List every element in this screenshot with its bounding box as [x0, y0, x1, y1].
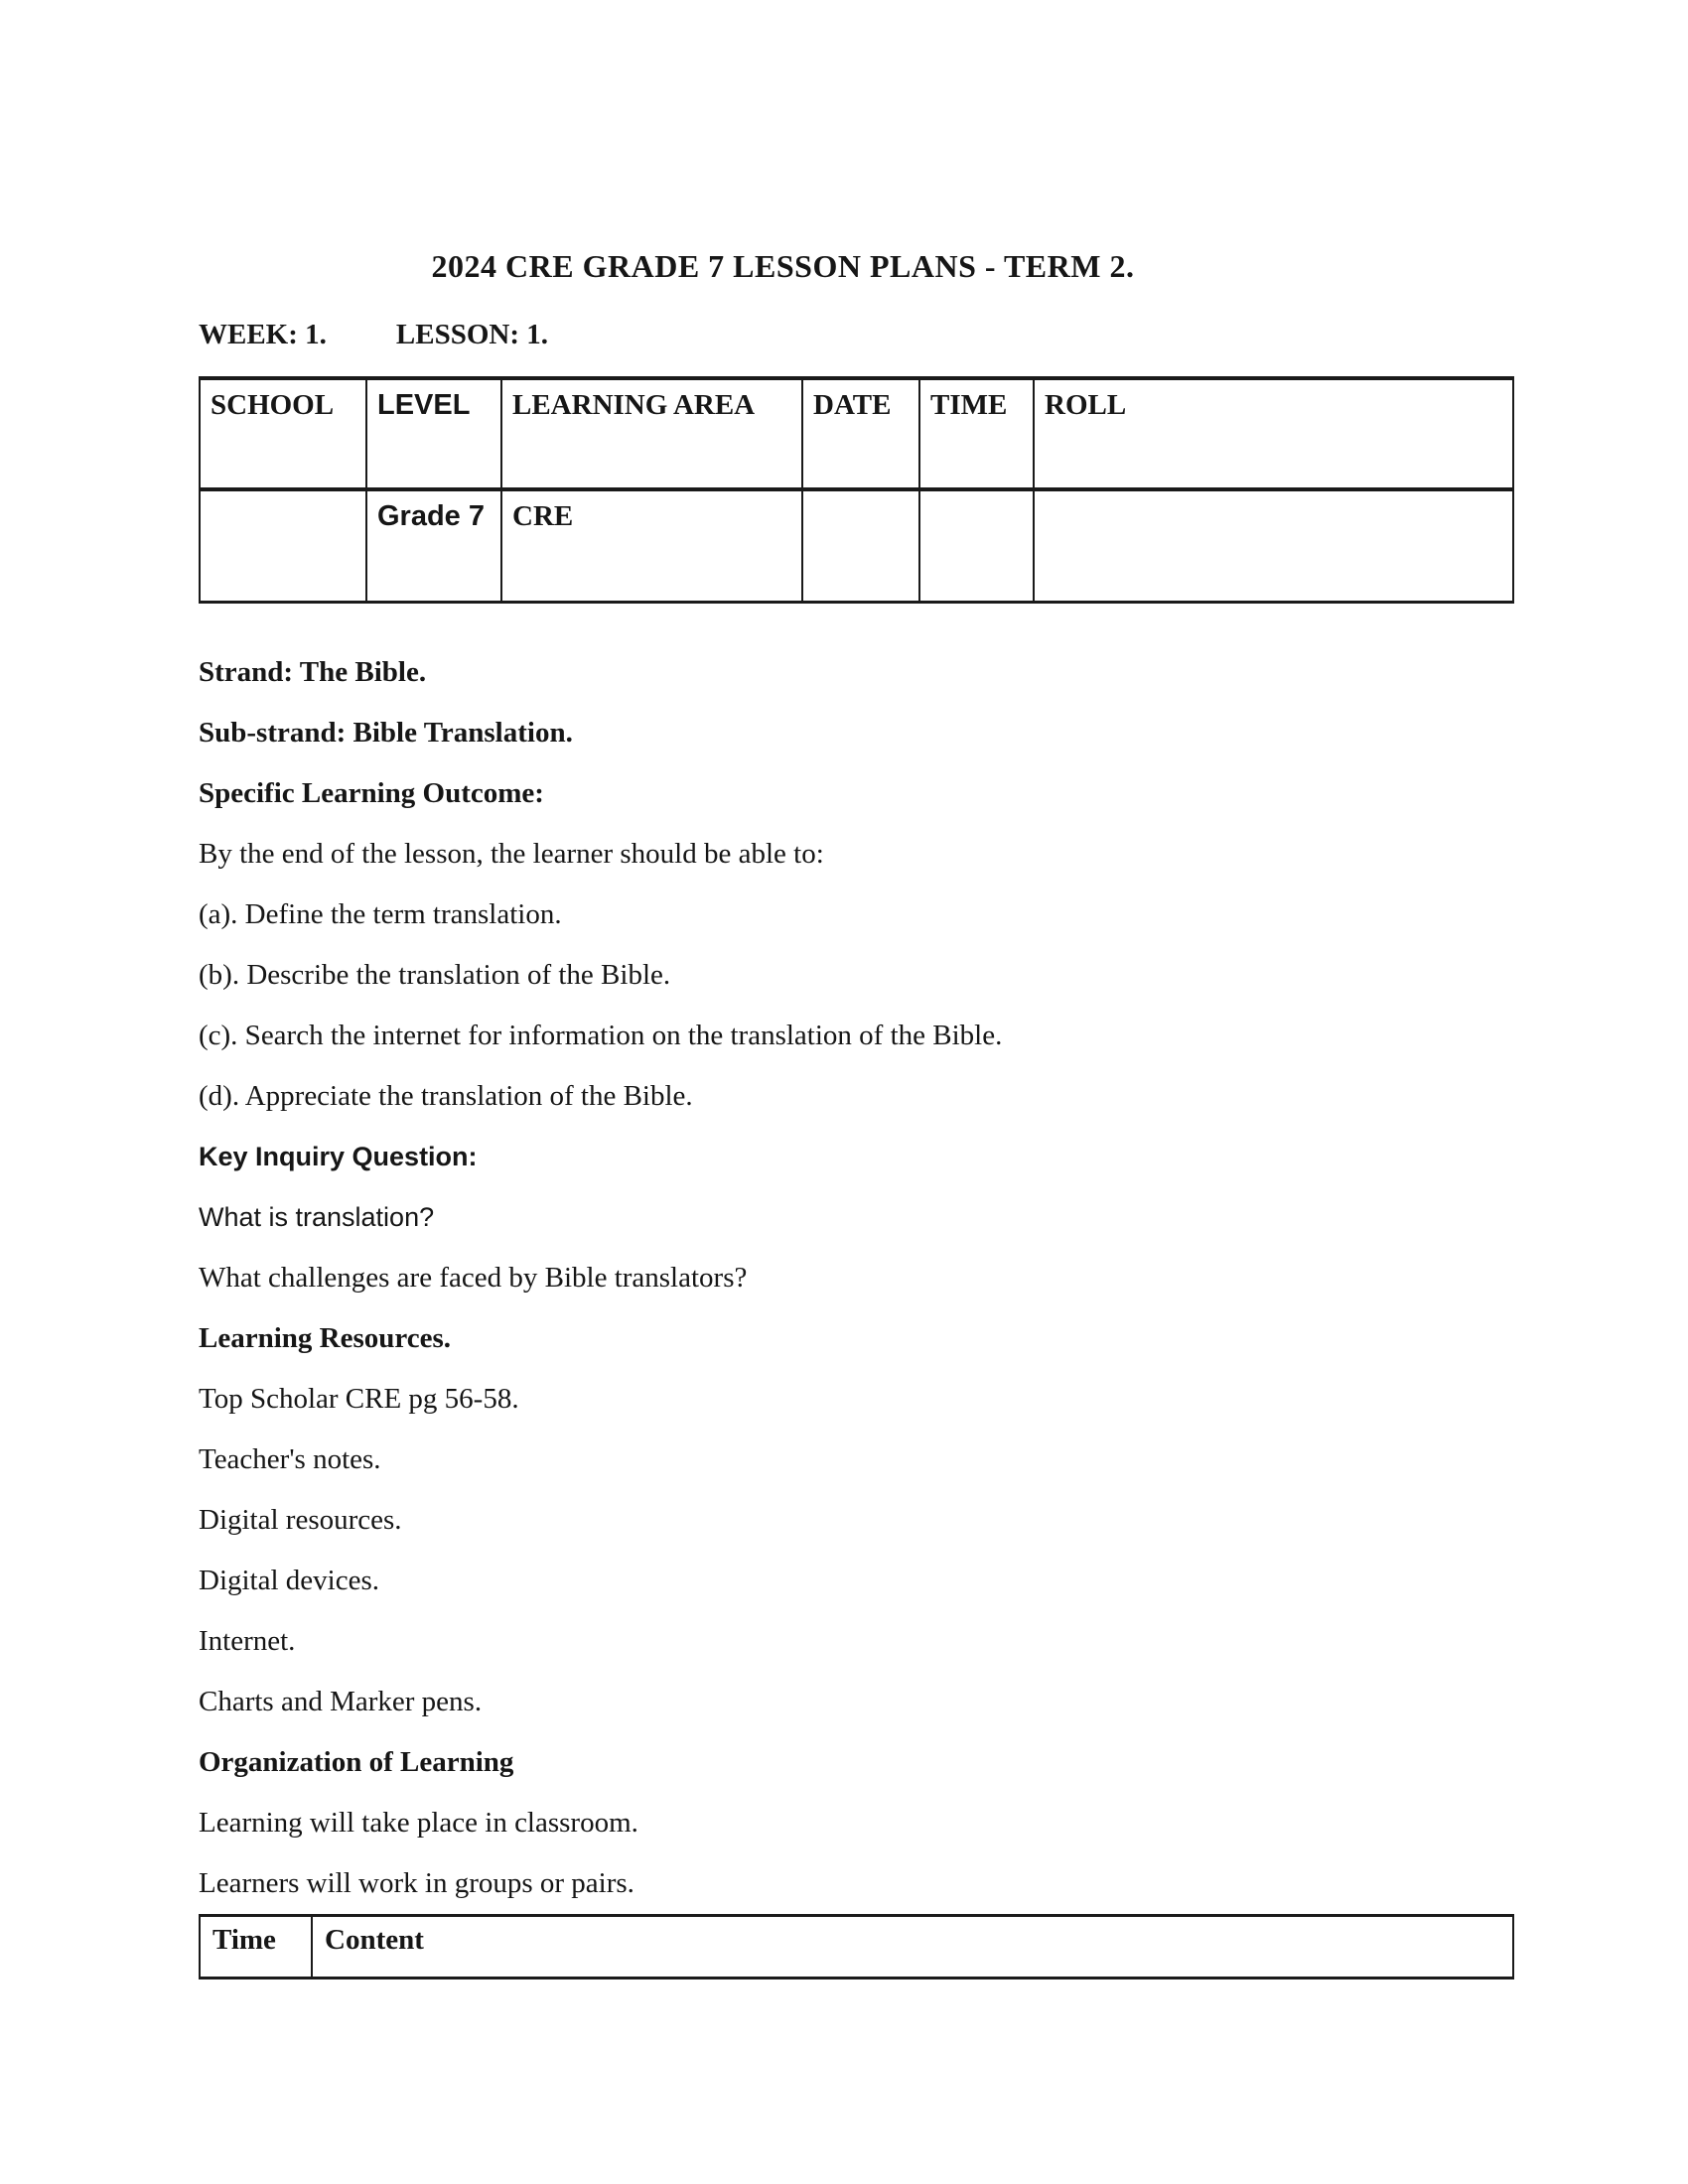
info-table-value-row	[200, 489, 1513, 603]
strand-heading: Strand: The Bible.	[199, 656, 427, 688]
organization-item: Learning will take place in classroom.	[199, 1807, 638, 1839]
schedule-table	[199, 1914, 1514, 1979]
resource-item: Top Scholar CRE pg 56-58.	[199, 1383, 519, 1415]
resource-item: Digital devices.	[199, 1565, 380, 1596]
resource-item: Internet.	[199, 1625, 296, 1657]
learning-outcome-intro: By the end of the lesson, the learner should be able to:	[199, 838, 824, 870]
info-cell-roll	[1034, 489, 1513, 603]
resource-item: Charts and Marker pens.	[199, 1686, 483, 1717]
info-cell-date	[802, 489, 919, 603]
page-title: 2024 CRE GRADE 7 LESSON PLANS - TERM 2.	[431, 248, 1135, 284]
outcome-item: (c). Search the internet for information on the translation of the Bible.	[199, 1020, 1003, 1051]
learning-outcome-heading: Specific Learning Outcome:	[199, 777, 544, 809]
resource-item: Teacher's notes.	[199, 1443, 381, 1475]
outcome-item: (b). Describe the translation of the Bible.	[199, 959, 671, 991]
lesson-info-table	[199, 376, 1514, 604]
info-header-date: DATE	[802, 378, 919, 489]
outcome-item: (a). Define the term translation.	[199, 898, 562, 930]
info-header-level: LEVEL	[366, 378, 501, 489]
schedule-header-time: Time	[200, 1916, 312, 1979]
info-cell-time	[919, 489, 1034, 603]
resource-item: Digital resources.	[199, 1504, 402, 1536]
inquiry-question: What is translation?	[199, 1202, 435, 1232]
info-header-learning-area: LEARNING AREA	[501, 378, 802, 489]
info-header-time: TIME	[919, 378, 1034, 489]
info-header-roll: ROLL	[1034, 378, 1513, 489]
learning-resources-heading: Learning Resources.	[199, 1322, 452, 1354]
schedule-table-header-row	[200, 1916, 1513, 1979]
week-lesson-line	[199, 317, 1512, 352]
lesson-label: LESSON: 1.	[395, 319, 549, 350]
schedule-header-content: Content	[312, 1916, 1513, 1979]
page-content	[199, 248, 1512, 1979]
info-cell-level: Grade 7	[366, 489, 501, 603]
info-table-header-row	[200, 378, 1513, 489]
info-cell-learning-area: CRE	[501, 489, 802, 603]
info-cell-school	[200, 489, 366, 603]
info-header-school: SCHOOL	[200, 378, 366, 489]
key-inquiry-heading: Key Inquiry Question:	[199, 1142, 478, 1171]
inquiry-question: What challenges are faced by Bible translators?	[199, 1262, 748, 1294]
outcome-item: (d). Appreciate the translation of the Bible.	[199, 1080, 693, 1112]
organization-item: Learners will work in groups or pairs.	[199, 1867, 634, 1899]
organization-heading: Organization of Learning	[199, 1746, 514, 1778]
week-label: WEEK: 1.	[199, 319, 327, 350]
sub-strand-heading: Sub-strand: Bible Translation.	[199, 717, 573, 749]
